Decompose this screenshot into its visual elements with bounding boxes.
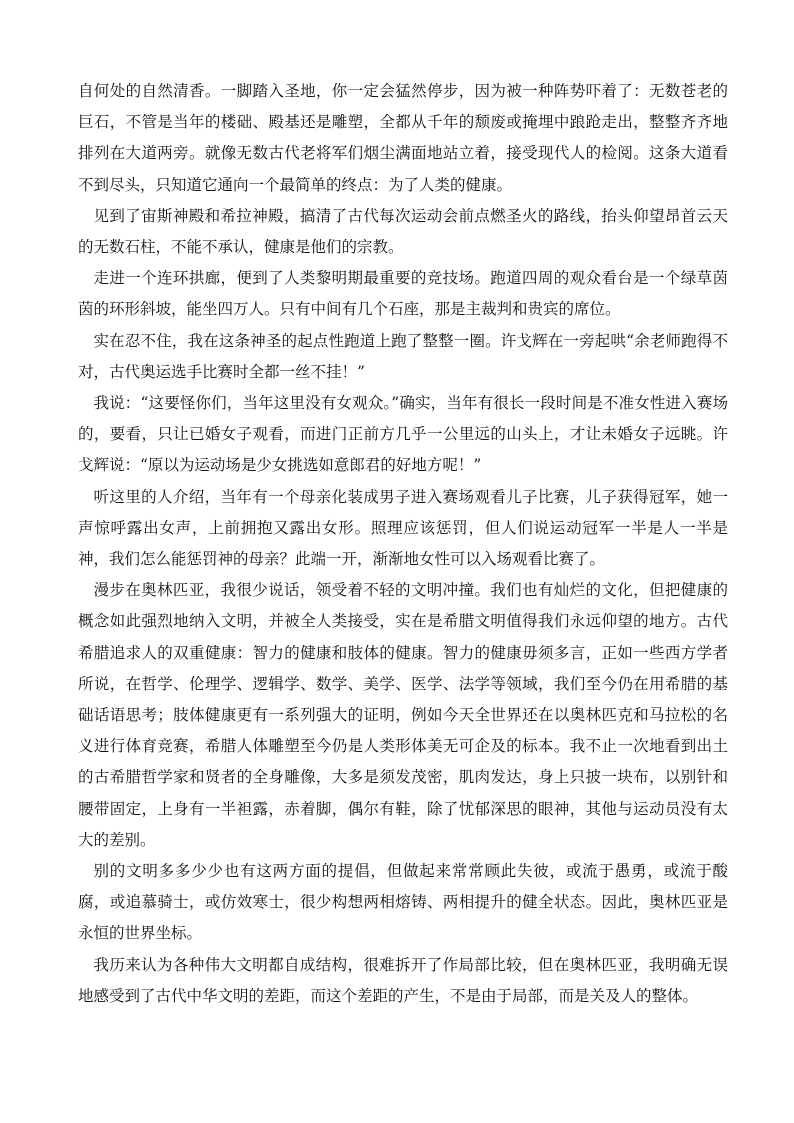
document-body <box>78 76 728 1012</box>
paragraph-7: 漫步在奥林匹亚，我很少说话，领受着不轻的文明冲撞。我们也有灿烂的文化，但把健康的概念如此强烈地纳入文明，并被全人类接受，实在是希腊文明值得我们永远仰望的地方。古代希腊追求人的双重健康：智力的健康和肢体的健康。智力的健康毋须多言，正如一些西方学者所说，在哲学、伦理学、逻辑学、数学、美学、医学、法学等领域，我们至今仍在用希腊的基础话语思考；肢体健康更有一系列强大的证明，例如今天全世界还在以奥林匹克和马拉松的名义进行体育竞赛，希腊人体雕塑至今仍是人类形体美无可企及的标本。我不止一次地看到出土的古希腊哲学家和贤者的全身雕像，大多是须发茂密，肌肉发达，身上只披一块布，以别针和腰带固定，上身有一半袒露，赤着脚，偶尔有鞋，除了忧郁深思的眼神，其他与运动员没有太大的差别。 <box>78 581 728 849</box>
paragraph-5: 我说：“这要怪你们，当年这里没有女观众。”确实，当年有很长一段时间是不准女性进入赛场的，要看，只让已婚女子观看，而进门正前方几乎一公里远的山头上，才让未婚女子远眺。许戈辉说：“原以为运动场是少女挑选如意郎君的好地方呢！” <box>78 394 728 475</box>
paragraph-3: 走进一个连环拱廊，便到了人类黎明期最重要的竞技场。跑道四周的观众看台是一个绿草茵茵的环形斜坡，能坐四万人。只有中间有几个石座，那是主裁判和贵宾的席位。 <box>78 269 728 319</box>
paragraph-6: 听这里的人介绍，当年有一个母亲化装成男子进入赛场观看儿子比赛，儿子获得冠军，她一声惊呼露出女声，上前拥抱又露出女形。照理应该惩罚，但人们说运动冠军一半是人一半是神，我们怎么能惩罚神的母亲？此端一开，渐渐地女性可以入场观看比赛了。 <box>78 487 728 569</box>
paragraph-2: 见到了宙斯神殿和希拉神殿，搞清了古代每次运动会前点燃圣火的路线，抬头仰望昂首云天的无数石柱，不能不承认，健康是他们的宗教。 <box>78 206 728 257</box>
paragraph-1: 自何处的自然清香。一脚踏入圣地，你一定会猛然停步，因为被一种阵势吓着了：无数苍老的巨石，不管是当年的楼础、殿基还是雕塑，全都从千年的颓废或掩埋中踉跄走出，整整齐齐地排列在大道两旁。就像无数古代老将军们烟尘满面地站立着，接受现代人的检阅。这条大道看不到尽头，只知道它通向一个最简单的终点：为了人类的健康。 <box>78 82 728 194</box>
paragraph-8: 别的文明多多少少也有这两方面的提倡，但做起来常常顾此失彼，或流于愚勇，或流于酸腐，或追慕骑士，或仿效寒士，很少构想两相熔铸、两相提升的健全状态。因此，奥林匹亚是永恒的世界坐标。 <box>78 862 728 943</box>
paragraph-4: 实在忍不住，我在这条神圣的起点性跑道上跑了整整一圈。许戈辉在一旁起哄“余老师跑得不对，古代奥运选手比赛时全都一丝不挂！” <box>78 331 728 381</box>
paragraph-9: 我历来认为各种伟大文明都自成结构，很难拆开了作局部比较，但在奥林匹亚，我明确无误地感受到了古代中华文明的差距，而这个差距的产生，不是由于局部，而是关及人的整体。 <box>78 955 728 1005</box>
